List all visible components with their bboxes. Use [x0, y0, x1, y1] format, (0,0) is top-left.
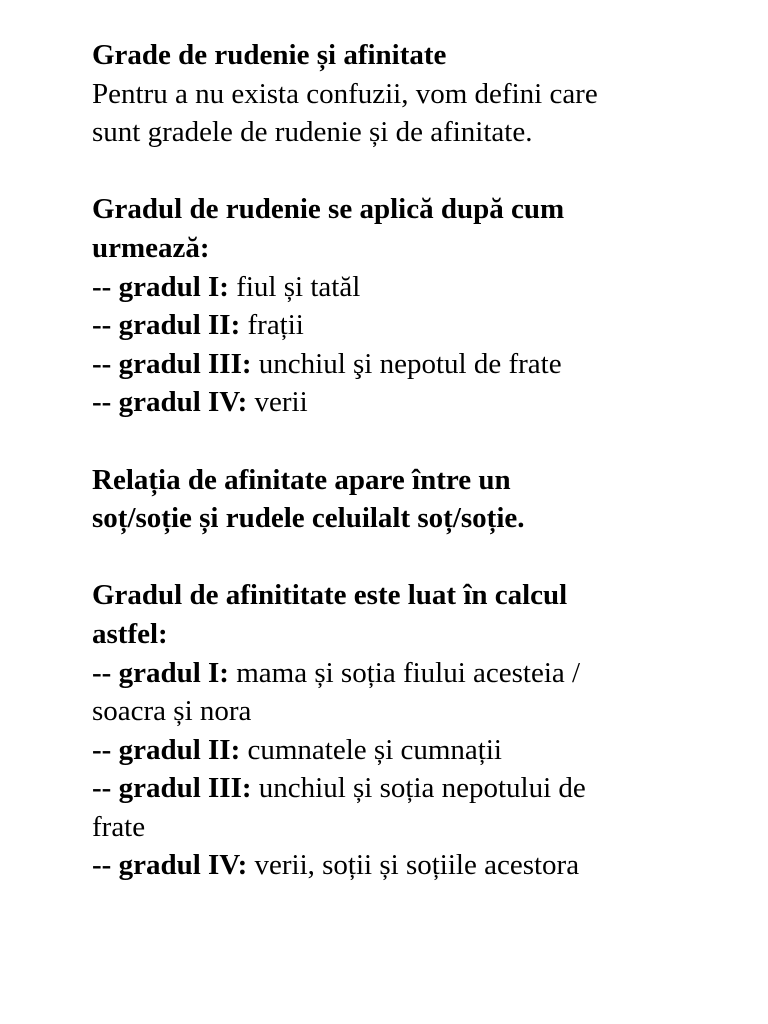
- afinitate-item-2: [92, 731, 742, 770]
- afinitate-item-3-continuation: frate: [92, 810, 146, 843]
- rudenie-item-1: [92, 268, 742, 307]
- item-label: gradul II:: [118, 733, 241, 766]
- item-text: unchiul şi nepotul de frate: [251, 347, 562, 380]
- item-prefix: --: [92, 849, 119, 882]
- item-text: mama și soția fiului acesteia /: [228, 656, 581, 689]
- rudenie-heading-line-1: Gradul de rudenie se aplică după cum: [92, 193, 565, 226]
- spacer: [92, 538, 742, 577]
- afinitate-definition-line-2: soț/soție și rudele celuilalt soț/soție.: [92, 502, 525, 535]
- item-prefix: --: [92, 772, 119, 805]
- afinitate-item-3: [92, 769, 742, 808]
- item-text: frații: [240, 309, 304, 342]
- item-prefix: --: [92, 309, 119, 342]
- item-prefix: --: [92, 733, 119, 766]
- item-prefix: --: [92, 270, 119, 303]
- rudenie-item-2: [92, 306, 742, 345]
- item-prefix: --: [92, 386, 119, 419]
- item-label: gradul III:: [118, 347, 252, 380]
- item-label: gradul III:: [118, 772, 252, 805]
- spacer: [92, 152, 742, 191]
- afinitate-item-1: [92, 654, 742, 693]
- item-label: gradul I:: [118, 270, 229, 303]
- item-label: gradul IV:: [118, 849, 248, 882]
- item-label: gradul IV:: [118, 386, 248, 419]
- document-page: [92, 36, 742, 885]
- item-prefix: --: [92, 347, 119, 380]
- item-text: unchiul și soția nepotului de: [251, 772, 586, 805]
- item-text: verii, soții și soțiile acestora: [247, 849, 580, 882]
- intro-line-2: sunt gradele de rudenie și de afinitate.: [92, 116, 533, 149]
- rudenie-heading-line-2: urmează:: [92, 231, 210, 264]
- item-label: gradul I:: [118, 656, 229, 689]
- rudenie-item-3: [92, 345, 742, 384]
- spacer: [92, 422, 742, 461]
- item-prefix: --: [92, 656, 119, 689]
- afinitate-heading-line-1: Gradul de afinititate este luat în calcul: [92, 579, 568, 612]
- afinitate-item-1-continuation: soacra și nora: [92, 695, 252, 728]
- afinitate-definition-line-1: Relația de afinitate apare între un: [92, 463, 511, 496]
- document-title: Grade de rudenie și afinitate: [92, 39, 447, 71]
- item-text: fiul și tatăl: [228, 270, 361, 303]
- rudenie-item-4: [92, 383, 742, 422]
- afinitate-item-4: [92, 846, 742, 885]
- item-label: gradul II:: [118, 309, 241, 342]
- afinitate-heading-line-2: astfel:: [92, 617, 168, 650]
- item-text: cumnatele și cumnații: [240, 733, 502, 766]
- item-text: verii: [247, 386, 308, 419]
- intro-line-1: Pentru a nu exista confuzii, vom defini care: [92, 77, 598, 110]
